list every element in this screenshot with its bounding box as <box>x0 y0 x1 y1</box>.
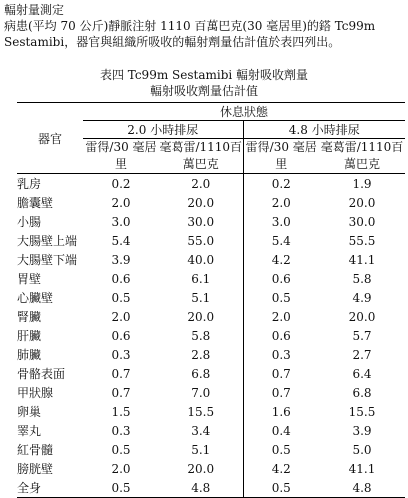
dose-value: 7.0 <box>191 385 211 400</box>
unit-header: 雷得/30 毫居里 <box>243 139 319 174</box>
dose-value: 0.6 <box>243 269 319 288</box>
unit-header: 毫葛雷/1110百萬巴克 <box>319 139 405 174</box>
section-heading: 輻射量測定 <box>4 3 65 17</box>
dose-value: 0.7 <box>243 383 319 402</box>
table-row <box>17 345 405 364</box>
dose-table-body <box>17 174 405 498</box>
dose-value: 2.8 <box>191 347 211 362</box>
organ-name: 大腸壁下端 <box>17 253 78 267</box>
dose-value: 1.5 <box>111 404 131 419</box>
dose-value: 41.1 <box>348 461 376 476</box>
organ-name: 腎臟 <box>17 310 42 324</box>
table-row <box>17 440 405 459</box>
table-row <box>17 459 405 478</box>
time-group-header: 2.0 小時排尿 <box>83 121 243 139</box>
dose-value: 5.8 <box>352 271 372 286</box>
organ-name: 睪丸 <box>17 424 42 438</box>
table-row <box>17 307 405 326</box>
dose-value: 0.5 <box>243 440 319 459</box>
table-row <box>17 288 405 307</box>
dose-value: 20.0 <box>348 195 376 210</box>
dose-value: 2.0 <box>191 176 211 191</box>
dose-value: 41.1 <box>348 252 376 267</box>
dose-value: 6.4 <box>352 366 372 381</box>
dose-value: 5.1 <box>191 290 211 305</box>
dose-value: 15.5 <box>348 404 376 419</box>
dose-value: 6.8 <box>191 366 211 381</box>
table-caption: 表四 Tc99m Sestamibi 輻射吸收劑量 <box>99 68 309 82</box>
table-row <box>17 364 405 383</box>
table-row <box>17 193 405 212</box>
dose-value: 20.0 <box>187 195 215 210</box>
table-row <box>17 231 405 250</box>
dose-value: 5.7 <box>352 328 372 343</box>
dose-value: 2.0 <box>243 307 319 326</box>
dose-value: 55.5 <box>348 233 376 248</box>
dose-value: 6.1 <box>191 271 211 286</box>
dose-value: 20.0 <box>348 309 376 324</box>
dose-value: 0.7 <box>111 366 131 381</box>
organ-name: 膽囊壁 <box>17 196 54 210</box>
dose-value: 2.0 <box>243 193 319 212</box>
dose-value: 0.6 <box>243 326 319 345</box>
dose-value: 4.8 <box>191 480 211 495</box>
dose-value: 4.8 <box>352 480 372 495</box>
table-row <box>17 383 405 402</box>
table-row <box>17 402 405 421</box>
dose-value: 3.0 <box>243 212 319 231</box>
dose-value: 55.0 <box>187 233 215 248</box>
table-row <box>17 174 405 194</box>
organ-name: 膀胱壁 <box>17 462 54 476</box>
organ-name: 紅骨髓 <box>17 443 54 457</box>
dose-value: 5.1 <box>191 442 211 457</box>
unit-header: 雷得/30 毫居里 <box>83 139 159 174</box>
dose-value: 3.9 <box>352 423 372 438</box>
organ-name: 肺臟 <box>17 348 42 362</box>
dose-value: 2.0 <box>111 461 131 476</box>
intro-paragraph-line: 病患(平均 70 公斤)靜脈注射 1110 百萬巴克(30 毫居里)的鎝 Tc99m <box>4 19 376 33</box>
dose-value: 0.5 <box>111 290 131 305</box>
dose-value: 0.3 <box>111 423 131 438</box>
dose-value: 5.4 <box>243 231 319 250</box>
unit-header: 毫葛雷/1110百萬巴克 <box>159 139 243 174</box>
dose-value: 2.0 <box>111 309 131 324</box>
dose-value: 0.3 <box>111 347 131 362</box>
dose-value: 4.2 <box>243 250 319 269</box>
dose-value: 0.2 <box>111 176 131 191</box>
dose-value: 20.0 <box>187 309 215 324</box>
dose-value: 0.7 <box>243 364 319 383</box>
dose-value: 5.4 <box>111 233 131 248</box>
dose-value: 0.5 <box>111 442 131 457</box>
time-group-header: 4.8 小時排尿 <box>243 121 405 139</box>
dose-value: 0.5 <box>111 480 131 495</box>
table-row <box>17 421 405 440</box>
organ-name: 骨骼表面 <box>17 367 66 381</box>
organ-column-header: 器官 <box>17 103 83 174</box>
dose-value: 4.9 <box>352 290 372 305</box>
organ-name: 全身 <box>17 481 42 495</box>
dose-value: 3.4 <box>191 423 211 438</box>
dose-value: 15.5 <box>187 404 215 419</box>
dose-value: 0.6 <box>111 328 131 343</box>
organ-name: 乳房 <box>17 177 42 191</box>
dose-value: 30.0 <box>187 214 215 229</box>
organ-name: 大腸壁上端 <box>17 234 78 248</box>
dose-value: 20.0 <box>187 461 215 476</box>
organ-name: 甲狀腺 <box>17 386 54 400</box>
table-row <box>17 250 405 269</box>
intro-text <box>4 2 406 50</box>
table-row <box>17 478 405 498</box>
rest-state-header: 休息狀態 <box>219 105 268 119</box>
dose-value: 5.0 <box>352 442 372 457</box>
dose-value: 40.0 <box>187 252 215 267</box>
dose-value: 1.6 <box>243 402 319 421</box>
organ-name: 心臟壁 <box>17 291 54 305</box>
dose-table <box>17 102 405 498</box>
organ-name: 肝臟 <box>17 329 42 343</box>
dose-value: 4.2 <box>243 459 319 478</box>
table-row <box>17 269 405 288</box>
dose-value: 3.0 <box>111 214 131 229</box>
dose-value: 6.8 <box>352 385 372 400</box>
dose-value: 0.5 <box>243 288 319 307</box>
dose-value: 0.4 <box>243 421 319 440</box>
table-subcaption: 輻射吸收劑量估計值 <box>149 84 258 98</box>
table-row <box>17 326 405 345</box>
intro-paragraph-line: Sestamibi，器官與組織所吸收的輻射劑量估計值於表四列出。 <box>4 35 341 49</box>
dose-value: 0.7 <box>111 385 131 400</box>
dose-value: 0.3 <box>243 345 319 364</box>
organ-name: 小腸 <box>17 215 42 229</box>
dose-value: 30.0 <box>348 214 376 229</box>
organ-name: 胃壁 <box>17 272 42 286</box>
dose-value: 0.2 <box>243 174 319 194</box>
dose-value: 2.0 <box>111 195 131 210</box>
dose-value: 0.5 <box>243 478 319 498</box>
dose-value: 1.9 <box>352 176 372 191</box>
dose-value: 2.7 <box>352 347 372 362</box>
dose-value: 0.6 <box>111 271 131 286</box>
dose-value: 3.9 <box>111 252 131 267</box>
dose-value: 5.8 <box>191 328 211 343</box>
organ-name: 卵巢 <box>17 405 42 419</box>
table-row <box>17 212 405 231</box>
